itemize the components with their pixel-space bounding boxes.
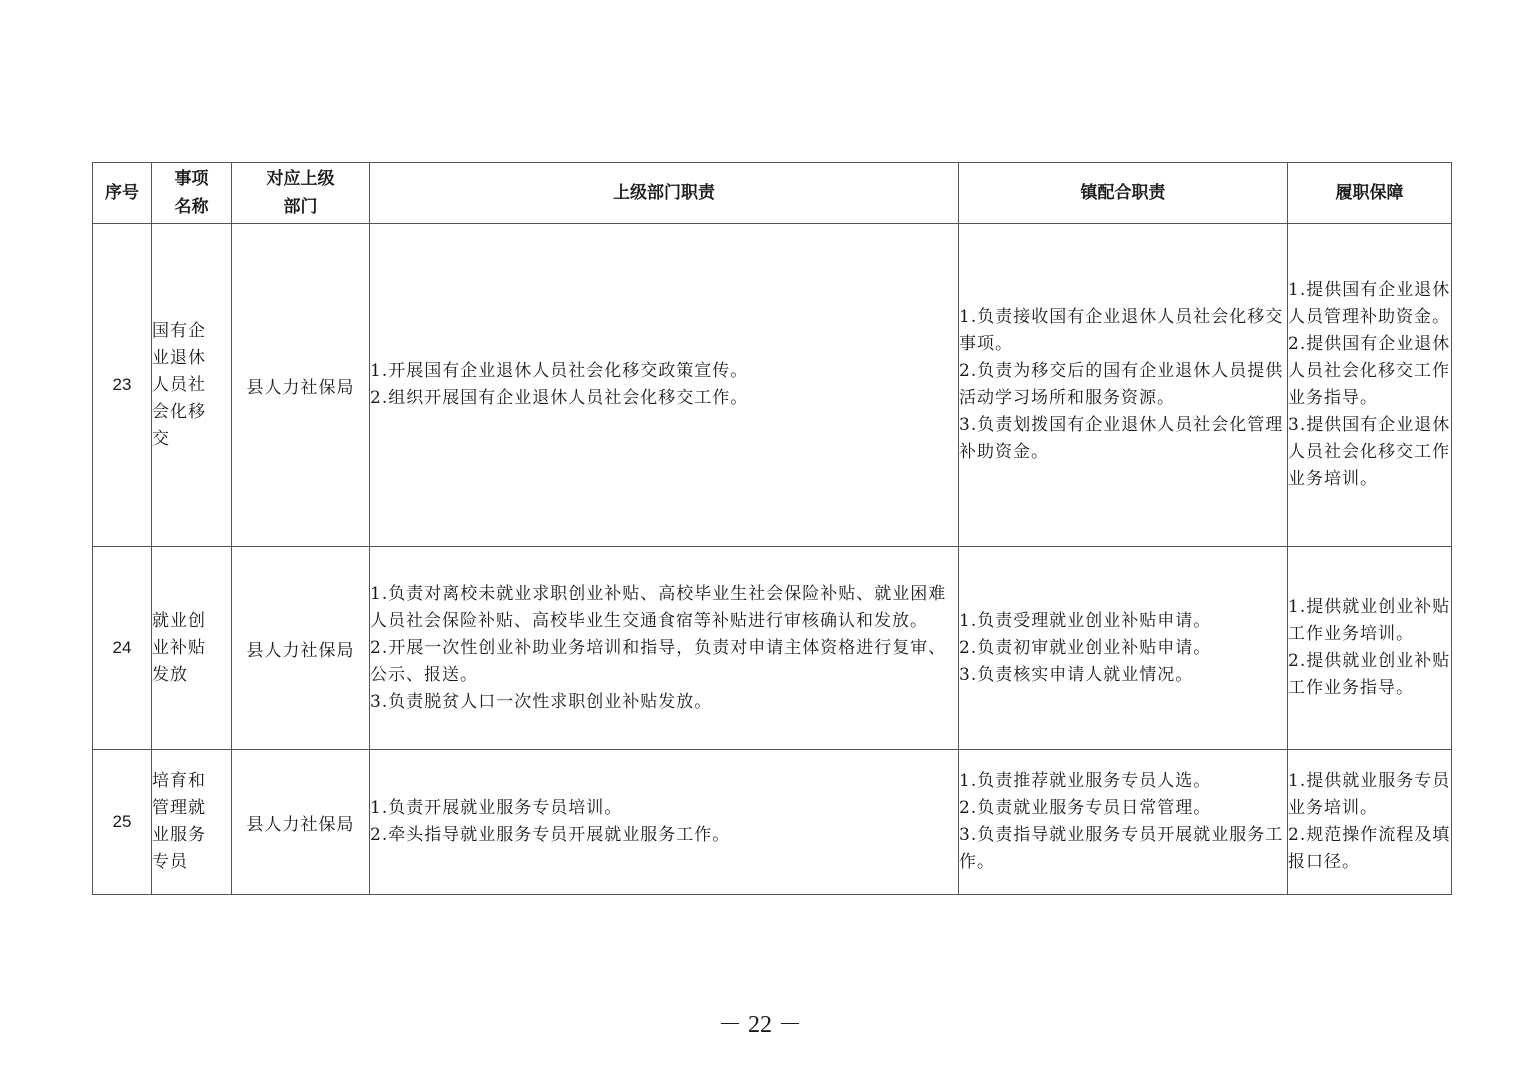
row-number: 23 xyxy=(93,224,152,547)
guarantee-item: 2.规范操作流程及填报口径。 xyxy=(1288,825,1451,872)
header-name xyxy=(152,163,232,224)
town-duties xyxy=(959,224,1288,547)
guarantee-item: 1.提供就业服务专员业务培训。 xyxy=(1288,771,1451,818)
table-header-row xyxy=(93,163,1452,224)
page-number: － 22 － xyxy=(718,1012,802,1038)
item-name-cell xyxy=(152,547,232,750)
item-name: 培育和管理就业服务专员 xyxy=(152,771,206,872)
item-name: 国有企业退休人员社会化移交 xyxy=(152,320,206,449)
town-duties xyxy=(959,750,1288,895)
town-duty-item: 2.负责初审就业创业补贴申请。 xyxy=(959,637,1212,658)
table-row xyxy=(93,750,1452,895)
superior-dept: 县人力社保局 xyxy=(232,224,370,547)
guarantee-items xyxy=(1288,547,1452,750)
header-name-line2: 名称 xyxy=(174,197,209,217)
town-duty-item: 3.负责核实申请人就业情况。 xyxy=(959,664,1194,685)
town-duties xyxy=(959,547,1288,750)
guarantee-item: 3.提供国有企业退休人员社会化移交工作业务培训。 xyxy=(1288,415,1451,489)
guarantee-item: 1.提供就业创业补贴工作业务培训。 xyxy=(1288,597,1451,644)
town-duty-item: 1.负责受理就业创业补贴申请。 xyxy=(959,610,1212,631)
table-row xyxy=(93,547,1452,750)
superior-duty-item: 1.负责对离校未就业求职创业补贴、高校毕业生社会保险补贴、就业困难人员社会保险补贴、高校毕业生交通食宿等补贴进行审核确认和发放。 xyxy=(370,583,947,631)
table-row xyxy=(93,224,1452,547)
row-number: 25 xyxy=(93,750,152,895)
town-duty-item: 1.负责接收国有企业退休人员社会化移交事项。 xyxy=(959,307,1284,354)
header-dept-line2: 部门 xyxy=(283,197,318,217)
superior-duty-item: 1.负责开展就业服务专员培训。 xyxy=(370,798,623,818)
item-name-cell xyxy=(152,224,232,547)
superior-duties xyxy=(370,224,959,547)
superior-duty-item: 1.开展国有企业退休人员社会化移交政策宣传。 xyxy=(370,361,749,381)
guarantee-items xyxy=(1288,750,1452,895)
town-duty-item: 2.负责就业服务专员日常管理。 xyxy=(959,798,1212,818)
superior-duty-item: 2.组织开展国有企业退休人员社会化移交工作。 xyxy=(370,388,749,408)
header-dept xyxy=(232,163,370,224)
town-duty-item: 3.负责指导就业服务专员开展就业服务工作。 xyxy=(959,825,1284,872)
header-dept-line1: 对应上级 xyxy=(266,169,335,189)
row-number: 24 xyxy=(93,547,152,750)
town-duty-item: 2.负责为移交后的国有企业退休人员提供活动学习场所和服务资源。 xyxy=(959,361,1284,408)
item-name-cell xyxy=(152,750,232,895)
superior-duties xyxy=(370,547,959,750)
town-duty-item: 1.负责推荐就业服务专员人选。 xyxy=(959,771,1212,791)
guarantee-item: 2.提供就业创业补贴工作业务指导。 xyxy=(1288,651,1451,698)
item-name: 就业创业补贴发放 xyxy=(152,610,206,685)
town-duty-item: 3.负责划拨国有企业退休人员社会化管理补助资金。 xyxy=(959,415,1284,462)
header-town: 镇配合职责 xyxy=(959,163,1288,224)
header-name-line1: 事项 xyxy=(174,169,209,189)
guarantee-item: 2.提供国有企业退休人员社会化移交工作业务指导。 xyxy=(1288,334,1451,408)
superior-duty-item: 2.牵头指导就业服务专员开展就业服务工作。 xyxy=(370,825,731,845)
superior-duty-item: 3.负责脱贫人口一次性求职创业补贴发放。 xyxy=(370,691,713,712)
header-superior: 上级部门职责 xyxy=(370,163,959,224)
superior-dept: 县人力社保局 xyxy=(232,750,370,895)
header-num: 序号 xyxy=(93,163,152,224)
superior-dept: 县人力社保局 xyxy=(232,547,370,750)
guarantee-items xyxy=(1288,224,1452,547)
superior-duties xyxy=(370,750,959,895)
guarantee-item: 1.提供国有企业退休人员管理补助资金。 xyxy=(1288,280,1451,327)
superior-duty-item: 2.开展一次性创业补助业务培训和指导，负责对申请主体资格进行复审、公示、报送。 xyxy=(370,637,947,685)
duty-table xyxy=(92,162,1452,895)
header-guarantee: 履职保障 xyxy=(1288,163,1452,224)
